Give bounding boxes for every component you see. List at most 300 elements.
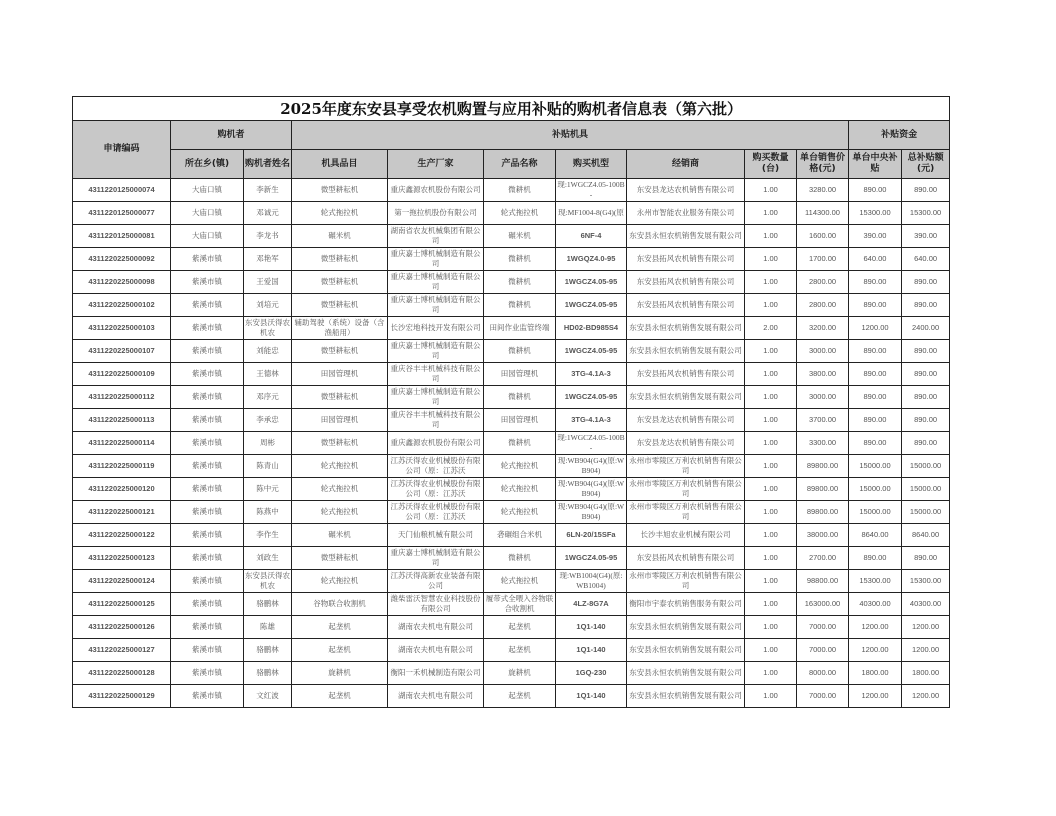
cell-manufacturer — [388, 524, 484, 547]
cell-manufacturer-text: 湖南农夫机电有限公司 — [398, 691, 473, 700]
cell-town-text: 紫溪市镇 — [192, 530, 222, 539]
cell-town — [171, 547, 244, 570]
cell-town-text: 大庙口镇 — [192, 185, 222, 194]
cell-qty — [745, 524, 797, 547]
table-row — [73, 524, 950, 547]
cell-town-text: 紫溪市镇 — [192, 461, 222, 470]
cell-central-subsidy-text: 15300.00 — [859, 208, 891, 217]
cell-app-code-text: 4311220225000120 — [88, 484, 155, 493]
table-row — [73, 685, 950, 708]
cell-manufacturer-text: 重庆鑫源农机股份有限公司 — [390, 185, 481, 194]
cell-qty — [745, 478, 797, 501]
cell-dealer-text: 东安县永恒农机销售发展有限公司 — [629, 691, 742, 700]
cell-qty-text: 1.00 — [763, 392, 778, 401]
cell-town-text: 大庙口镇 — [192, 208, 222, 217]
cell-category-text: 轮式拖拉机 — [320, 461, 359, 470]
cell-total-subsidy-text: 1800.00 — [912, 668, 940, 677]
cell-dealer-text: 东安县拓风农机销售有限公司 — [636, 254, 735, 263]
cell-town-text: 紫溪市镇 — [192, 300, 222, 309]
cell-total-subsidy-text: 1200.00 — [912, 645, 940, 654]
cell-app-code-text: 4311220225000109 — [88, 369, 155, 378]
cell-price-text: 8000.00 — [808, 668, 837, 677]
cell-price-text: 3300.00 — [808, 438, 837, 447]
cell-town — [171, 501, 244, 524]
cell-product-text: 起垄机 — [508, 622, 531, 631]
cell-app-code-text: 4311220225000119 — [88, 461, 155, 470]
cell-dealer-text: 东安县永恒农机销售发展有限公司 — [629, 231, 742, 240]
cell-app-code — [73, 409, 171, 432]
cell-product-text: 轮式拖拉机 — [500, 461, 539, 470]
cell-app-code-text: 4311220125000077 — [88, 208, 155, 217]
table-row — [73, 432, 950, 455]
cell-total-subsidy — [902, 294, 950, 317]
cell-model-text: 1WGCZ4.05-95 — [564, 277, 618, 286]
cell-buyer-name — [244, 478, 292, 501]
table-row — [73, 225, 950, 248]
cell-category — [292, 593, 388, 616]
cell-price-text: 7000.00 — [808, 645, 837, 654]
cell-central-subsidy-text: 890.00 — [863, 300, 887, 309]
cell-qty — [745, 248, 797, 271]
cell-central-subsidy — [849, 409, 902, 432]
table-row — [73, 478, 950, 501]
cell-price-text: 98800.00 — [806, 576, 839, 585]
cell-total-subsidy-text: 390.00 — [914, 231, 938, 240]
cell-town-text: 紫溪市镇 — [192, 254, 222, 263]
cell-app-code — [73, 432, 171, 455]
cell-product — [484, 547, 556, 570]
cell-manufacturer-text: 第一拖拉机股份有限公司 — [394, 208, 477, 217]
cell-manufacturer — [388, 685, 484, 708]
cell-price — [797, 639, 849, 662]
cell-total-subsidy — [902, 685, 950, 708]
cell-buyer-name-text: 骆鹏林 — [256, 645, 279, 654]
cell-price — [797, 248, 849, 271]
table-row — [73, 639, 950, 662]
cell-central-subsidy — [849, 570, 902, 593]
cell-town — [171, 386, 244, 409]
cell-category — [292, 202, 388, 225]
cell-central-subsidy — [849, 478, 902, 501]
cell-price — [797, 271, 849, 294]
cell-dealer — [627, 662, 745, 685]
cell-central-subsidy — [849, 455, 902, 478]
cell-app-code-text: 4311220225000112 — [88, 392, 155, 401]
cell-qty-text: 1.00 — [763, 185, 778, 194]
cell-model — [556, 639, 627, 662]
cell-app-code-text: 4311220225000098 — [88, 277, 155, 286]
cell-qty — [745, 593, 797, 616]
cell-town-text: 紫溪市镇 — [192, 599, 222, 608]
cell-buyer-name — [244, 317, 292, 340]
cell-total-subsidy-text: 1200.00 — [912, 691, 940, 700]
cell-model-text: 1WGQZ4.0-95 — [566, 254, 616, 263]
cell-price — [797, 501, 849, 524]
cell-central-subsidy — [849, 225, 902, 248]
cell-total-subsidy — [902, 501, 950, 524]
cell-total-subsidy-text: 640.00 — [914, 254, 938, 263]
cell-central-subsidy — [849, 593, 902, 616]
cell-total-subsidy — [902, 570, 950, 593]
cell-category — [292, 271, 388, 294]
cell-buyer-name-text: 陈雄 — [260, 622, 275, 631]
cell-town-text: 紫溪市镇 — [192, 507, 222, 516]
cell-central-subsidy-text: 8640.00 — [861, 530, 889, 539]
cell-qty — [745, 294, 797, 317]
cell-central-subsidy-text: 890.00 — [863, 369, 887, 378]
cell-manufacturer-text: 重庆嘉士博机械制造有限公司 — [390, 272, 481, 291]
cell-qty — [745, 639, 797, 662]
cell-model — [556, 593, 627, 616]
cell-price-text: 2700.00 — [808, 553, 837, 562]
cell-category — [292, 225, 388, 248]
cell-model-text: 1WGCZ4.05-95 — [564, 346, 618, 355]
cell-model — [556, 202, 627, 225]
cell-category-text: 起垄机 — [328, 622, 351, 631]
cell-app-code-text: 4311220225000126 — [88, 622, 155, 631]
cell-manufacturer — [388, 340, 484, 363]
cell-manufacturer — [388, 616, 484, 639]
cell-central-subsidy-text: 1200.00 — [861, 645, 889, 654]
cell-central-subsidy-text: 1200.00 — [861, 622, 889, 631]
cell-buyer-name-text: 陈燕中 — [256, 507, 279, 516]
cell-product-text: 轮式拖拉机 — [500, 507, 539, 516]
cell-model — [556, 225, 627, 248]
cell-qty — [745, 455, 797, 478]
cell-dealer — [627, 478, 745, 501]
cell-category-text: 轮式拖拉机 — [320, 484, 359, 493]
table-row — [73, 294, 950, 317]
cell-product-text: 微耕机 — [508, 392, 531, 401]
cell-manufacturer — [388, 202, 484, 225]
cell-price — [797, 570, 849, 593]
cell-qty — [745, 317, 797, 340]
cell-total-subsidy-text: 2400.00 — [912, 323, 940, 332]
cell-product-text: 微耕机 — [508, 185, 531, 194]
cell-model — [556, 248, 627, 271]
cell-town-text: 紫溪市镇 — [192, 323, 222, 332]
cell-category — [292, 570, 388, 593]
cell-qty — [745, 271, 797, 294]
cell-buyer-name — [244, 363, 292, 386]
cell-product-text: 砻碾组合米机 — [497, 530, 542, 539]
cell-central-subsidy-text: 890.00 — [863, 415, 887, 424]
cell-category — [292, 363, 388, 386]
cell-total-subsidy — [902, 432, 950, 455]
cell-buyer-name — [244, 639, 292, 662]
cell-product — [484, 317, 556, 340]
cell-manufacturer — [388, 501, 484, 524]
cell-qty-text: 1.00 — [763, 484, 778, 493]
cell-product-text: 轮式拖拉机 — [500, 208, 539, 217]
cell-total-subsidy — [902, 524, 950, 547]
header-central-subsidy: 单台中央补贴 — [849, 150, 902, 179]
cell-app-code-text: 4311220225000113 — [88, 415, 155, 424]
cell-dealer — [627, 225, 745, 248]
cell-app-code-text: 4311220225000122 — [88, 530, 155, 539]
cell-manufacturer-text: 江苏沃得农业机械股份有限公司（原：江苏沃 — [390, 456, 481, 475]
cell-total-subsidy-text: 890.00 — [914, 277, 938, 286]
table-row — [73, 248, 950, 271]
cell-model-text: 3TG-4.1A-3 — [571, 369, 611, 378]
cell-manufacturer — [388, 294, 484, 317]
cell-product-text: 起垄机 — [508, 691, 531, 700]
cell-product — [484, 501, 556, 524]
cell-central-subsidy — [849, 271, 902, 294]
cell-dealer-text: 永州市零陵区万利农机销售有限公司 — [629, 456, 742, 475]
cell-total-subsidy-text: 15000.00 — [909, 484, 942, 493]
cell-price — [797, 593, 849, 616]
cell-model — [556, 616, 627, 639]
cell-product — [484, 685, 556, 708]
cell-town-text: 紫溪市镇 — [192, 392, 222, 401]
table-row — [73, 662, 950, 685]
table-row — [73, 616, 950, 639]
cell-app-code — [73, 662, 171, 685]
cell-dealer-text: 东安县拓风农机销售有限公司 — [636, 369, 735, 378]
cell-product — [484, 478, 556, 501]
cell-dealer — [627, 593, 745, 616]
cell-total-subsidy — [902, 386, 950, 409]
cell-dealer-text: 永州市零陵区万利农机销售有限公司 — [629, 479, 742, 498]
cell-model — [556, 363, 627, 386]
cell-central-subsidy-text: 890.00 — [863, 553, 887, 562]
subsidy-table — [72, 96, 950, 708]
cell-town-text: 大庙口镇 — [192, 231, 222, 240]
cell-manufacturer-text: 江苏沃得农业机械股份有限公司（原：江苏沃 — [390, 479, 481, 498]
cell-dealer-text: 衡阳市宇泰农机销售服务有限公司 — [629, 599, 742, 608]
cell-price-text: 38000.00 — [806, 530, 839, 539]
cell-price — [797, 662, 849, 685]
cell-buyer-name-text: 东安县沃得农机农 — [245, 571, 290, 590]
cell-total-subsidy-text: 890.00 — [914, 415, 938, 424]
cell-category-text: 起垄机 — [328, 691, 351, 700]
cell-model-text: 6LN-20/15SFa — [566, 530, 616, 539]
cell-product-text: 轮式拖拉机 — [500, 484, 539, 493]
cell-buyer-name-text: 李龙书 — [256, 231, 279, 240]
cell-category-text: 起垄机 — [328, 645, 351, 654]
cell-town — [171, 455, 244, 478]
cell-buyer-name — [244, 248, 292, 271]
cell-category — [292, 547, 388, 570]
cell-manufacturer-text: 重庆嘉士博机械制造有限公司 — [390, 548, 481, 567]
cell-town — [171, 478, 244, 501]
cell-central-subsidy-text: 15000.00 — [859, 461, 891, 470]
cell-price-text: 89800.00 — [806, 507, 839, 516]
cell-town — [171, 317, 244, 340]
table-row — [73, 202, 950, 225]
cell-qty — [745, 662, 797, 685]
cell-qty-text: 1.00 — [763, 576, 778, 585]
cell-category — [292, 340, 388, 363]
cell-model — [556, 179, 627, 202]
cell-model — [556, 386, 627, 409]
table-body — [73, 179, 950, 708]
cell-town-text: 紫溪市镇 — [192, 484, 222, 493]
table-row — [73, 409, 950, 432]
cell-buyer-name — [244, 202, 292, 225]
cell-buyer-name — [244, 386, 292, 409]
cell-app-code — [73, 179, 171, 202]
cell-product-text: 微耕机 — [508, 438, 531, 447]
cell-manufacturer-text: 衡阳一禾机械制造有限公司 — [390, 668, 481, 677]
cell-product — [484, 524, 556, 547]
cell-qty-text: 1.00 — [763, 530, 778, 539]
cell-buyer-name-text: 李新生 — [256, 185, 279, 194]
cell-total-subsidy-text: 15000.00 — [909, 461, 942, 470]
cell-model — [556, 478, 627, 501]
cell-central-subsidy — [849, 179, 902, 202]
cell-manufacturer — [388, 570, 484, 593]
cell-total-subsidy — [902, 639, 950, 662]
cell-total-subsidy — [902, 271, 950, 294]
cell-category — [292, 386, 388, 409]
cell-buyer-name — [244, 340, 292, 363]
cell-qty — [745, 432, 797, 455]
cell-app-code — [73, 593, 171, 616]
cell-app-code-text: 4311220225000114 — [88, 438, 155, 447]
cell-town-text: 紫溪市镇 — [192, 346, 222, 355]
header-product: 产品名称 — [484, 150, 556, 179]
cell-model-text: 现:WB904(G4)(原:WB904) — [557, 456, 625, 475]
cell-app-code — [73, 386, 171, 409]
cell-buyer-name-text: 东安县沃得农机农 — [245, 318, 290, 337]
cell-buyer-name — [244, 593, 292, 616]
cell-total-subsidy — [902, 340, 950, 363]
cell-product-text: 田间作业监管终端 — [489, 323, 550, 332]
header-machine-group: 补贴机具 — [292, 121, 849, 150]
cell-town — [171, 432, 244, 455]
cell-town-text: 紫溪市镇 — [192, 438, 222, 447]
header-buyer-group: 购机者 — [171, 121, 292, 150]
cell-central-subsidy-text: 15000.00 — [859, 507, 891, 516]
cell-total-subsidy-text: 8640.00 — [912, 530, 940, 539]
cell-dealer — [627, 340, 745, 363]
cell-product — [484, 248, 556, 271]
cell-manufacturer — [388, 225, 484, 248]
cell-town — [171, 524, 244, 547]
cell-app-code — [73, 616, 171, 639]
cell-total-subsidy — [902, 662, 950, 685]
cell-product — [484, 432, 556, 455]
cell-qty-text: 1.00 — [763, 254, 778, 263]
cell-app-code — [73, 248, 171, 271]
cell-manufacturer — [388, 547, 484, 570]
cell-manufacturer-text: 湖南农夫机电有限公司 — [398, 622, 473, 631]
cell-price — [797, 432, 849, 455]
cell-total-subsidy-text: 15000.00 — [909, 507, 942, 516]
cell-central-subsidy — [849, 363, 902, 386]
cell-dealer — [627, 179, 745, 202]
cell-town-text: 紫溪市镇 — [192, 553, 222, 562]
cell-buyer-name-text: 王爱国 — [256, 277, 279, 286]
cell-app-code — [73, 524, 171, 547]
cell-category-text: 碾米机 — [328, 530, 351, 539]
cell-product — [484, 593, 556, 616]
cell-model — [556, 524, 627, 547]
cell-product-text: 微耕机 — [508, 346, 531, 355]
cell-qty-text: 1.00 — [763, 553, 778, 562]
cell-dealer-text: 东安县永恒农机销售发展有限公司 — [629, 346, 742, 355]
cell-model-text: 1GQ-230 — [575, 668, 607, 677]
cell-central-subsidy-text: 1200.00 — [861, 323, 889, 332]
cell-model-text: 1WGCZ4.05-95 — [564, 392, 618, 401]
cell-manufacturer-text: 重庆鑫源农机股份有限公司 — [390, 438, 481, 447]
cell-model-text: 6NF-4 — [580, 231, 602, 240]
cell-app-code-text: 4311220225000107 — [88, 346, 155, 355]
cell-qty-text: 1.00 — [763, 300, 778, 309]
cell-price — [797, 225, 849, 248]
cell-product — [484, 616, 556, 639]
cell-model-text: 1Q1-140 — [576, 691, 606, 700]
cell-manufacturer-text: 重庆谷丰丰机械科技有限公司 — [390, 410, 481, 429]
cell-central-subsidy — [849, 524, 902, 547]
cell-category — [292, 685, 388, 708]
cell-app-code — [73, 202, 171, 225]
cell-total-subsidy — [902, 225, 950, 248]
cell-category — [292, 317, 388, 340]
cell-qty — [745, 363, 797, 386]
header-model: 购买机型 — [556, 150, 627, 179]
cell-qty — [745, 570, 797, 593]
cell-manufacturer-text: 潍柴雷沃智慧农业科技股份有限公司 — [390, 594, 481, 613]
cell-category-text: 旋耕机 — [328, 668, 351, 677]
cell-central-subsidy — [849, 340, 902, 363]
cell-buyer-name — [244, 179, 292, 202]
cell-qty-text: 1.00 — [763, 231, 778, 240]
cell-central-subsidy-text: 890.00 — [863, 185, 887, 194]
cell-app-code — [73, 271, 171, 294]
cell-central-subsidy — [849, 616, 902, 639]
cell-dealer-text: 东安县龙达农机销售有限公司 — [636, 415, 735, 424]
cell-model — [556, 317, 627, 340]
cell-town — [171, 593, 244, 616]
cell-buyer-name-text: 邓序元 — [256, 392, 279, 401]
cell-dealer-text: 东安县拓风农机销售有限公司 — [636, 277, 735, 286]
cell-buyer-name-text: 文红波 — [256, 691, 279, 700]
cell-dealer — [627, 294, 745, 317]
cell-app-code — [73, 570, 171, 593]
cell-central-subsidy-text: 390.00 — [863, 231, 887, 240]
cell-category-text: 微型耕耘机 — [320, 392, 359, 401]
cell-app-code-text: 4311220225000124 — [88, 576, 155, 585]
cell-qty-text: 1.00 — [763, 691, 778, 700]
cell-buyer-name-text: 王德林 — [256, 369, 279, 378]
cell-dealer-text: 永州市智能农业服务有限公司 — [636, 208, 735, 217]
cell-central-subsidy — [849, 294, 902, 317]
cell-dealer-text: 东安县永恒农机销售发展有限公司 — [629, 323, 742, 332]
cell-manufacturer — [388, 271, 484, 294]
cell-price-text: 163000.00 — [804, 599, 841, 608]
table-row — [73, 455, 950, 478]
cell-qty — [745, 386, 797, 409]
cell-model-text: 1Q1-140 — [576, 645, 606, 654]
cell-model — [556, 271, 627, 294]
cell-qty — [745, 547, 797, 570]
cell-model — [556, 570, 627, 593]
cell-total-subsidy — [902, 455, 950, 478]
cell-model-text: 1WGCZ4.05-95 — [564, 553, 618, 562]
cell-total-subsidy — [902, 478, 950, 501]
cell-town-text: 紫溪市镇 — [192, 668, 222, 677]
cell-qty-text: 1.00 — [763, 277, 778, 286]
cell-central-subsidy-text: 15300.00 — [859, 576, 891, 585]
cell-town — [171, 271, 244, 294]
cell-category-text: 谷物联合收割机 — [313, 599, 366, 608]
cell-buyer-name — [244, 294, 292, 317]
cell-buyer-name — [244, 547, 292, 570]
cell-app-code — [73, 685, 171, 708]
